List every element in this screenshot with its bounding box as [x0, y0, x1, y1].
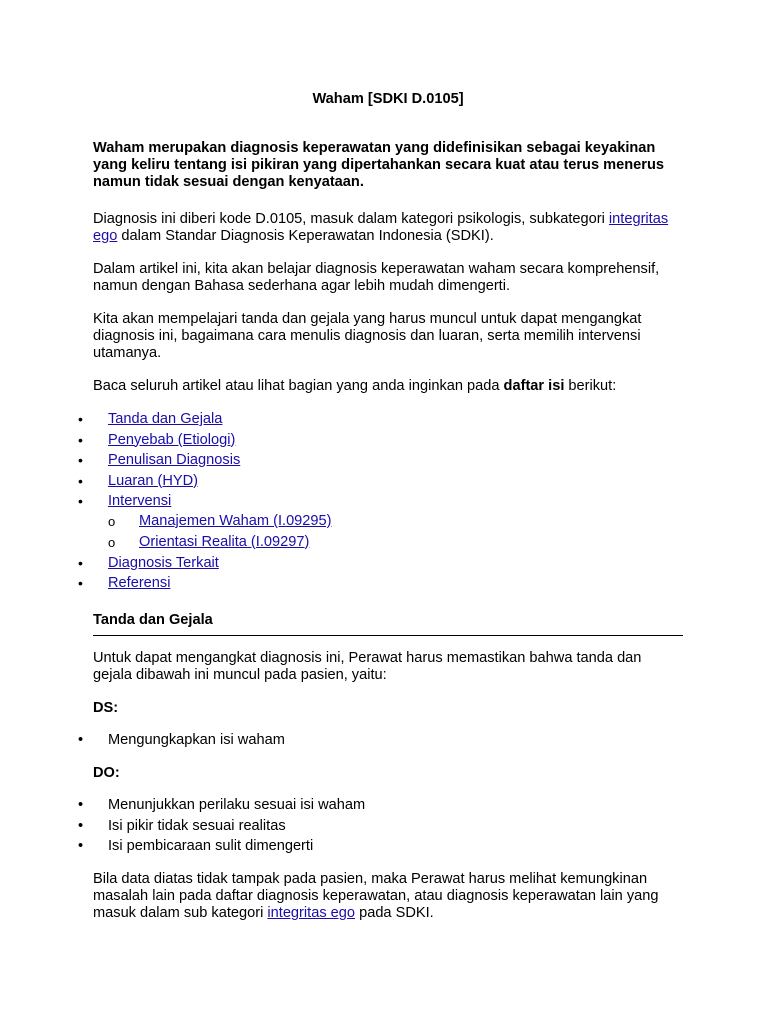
toc-item: [77, 473, 683, 490]
do-label: DO:: [93, 765, 120, 781]
toc-link-tanda-dan-gejala[interactable]: Tanda dan Gejala: [108, 411, 223, 427]
list-item: • Isi pembicaraan sulit dimengerti: [77, 838, 683, 855]
paragraph-code-text-2: dalam Standar Diagnosis Keperawatan Indonesia (SDKI).: [117, 228, 494, 244]
ds-list: [77, 732, 683, 749]
closing-text-2: pada SDKI.: [355, 905, 434, 921]
paragraph-toc-text-1: Baca seluruh artikel atau lihat bagian yang anda inginkan pada: [93, 378, 504, 394]
ds-label: DS:: [93, 700, 119, 716]
integritas-ego-link[interactable]: integritas ego: [93, 211, 669, 244]
toc-item: [77, 452, 683, 469]
section-paragraph: Untuk dapat mengangkat diagnosis ini, Perawat harus memastikan bahwa tanda dan gejala dibawah ini muncul pada pasien, yaitu:: [93, 650, 642, 683]
table-of-contents: [77, 411, 683, 592]
do-list: [77, 797, 683, 855]
toc-link-luaran[interactable]: Luaran (HYD): [108, 472, 199, 489]
document-content: [93, 91, 683, 938]
list-item: • Mengungkapkan isi waham: [77, 732, 683, 749]
toc-link-diagnosis-terkait[interactable]: Diagnosis Terkait: [108, 554, 219, 571]
list-item: • Menunjukkan perilaku sesuai isi waham: [77, 797, 683, 814]
toc-item: [77, 575, 683, 592]
intro-paragraph: Waham merupakan diagnosis keperawatan yang didefinisikan sebagai keyakinan yang keliru tentang isi pikiran yang dipertahankan secara kuat atau terus menerus namun tidak sesuai dengan kenyataan.: [93, 140, 664, 190]
section-heading-tanda-dan-gejala: Tanda dan Gejala: [93, 612, 683, 636]
paragraph-toc-intro: [93, 378, 683, 395]
toc-link-intervensi[interactable]: Intervensi: [108, 493, 172, 509]
toc-item: [77, 432, 683, 449]
document-title: Waham [SDKI D.0105]: [312, 91, 464, 107]
daftar-isi-bold: daftar isi: [503, 378, 565, 394]
toc-link-manajemen-waham[interactable]: Manajemen Waham (I.09295): [139, 513, 332, 529]
paragraph-toc-text-2: berikut:: [564, 378, 617, 394]
toc-link-penyebab[interactable]: Penyebab (Etiologi): [108, 431, 236, 448]
toc-item: [77, 493, 683, 551]
paragraph-article: Dalam artikel ini, kita akan belajar diagnosis keperawatan waham secara komprehensif, namun dengan Bahasa sederhana agar lebih mudah dimengerti.: [93, 261, 660, 294]
toc-link-orientasi-realita[interactable]: Orientasi Realita (I.09297): [139, 533, 310, 550]
toc-item: [77, 411, 683, 428]
toc-link-referensi[interactable]: Referensi: [108, 575, 171, 591]
paragraph-code: [93, 211, 683, 245]
toc-subitem: [108, 534, 683, 551]
list-item: • Isi pikir tidak sesuai realitas: [77, 818, 683, 835]
toc-subitem: [108, 513, 683, 530]
toc-link-penulisan-diagnosis[interactable]: Penulisan Diagnosis: [108, 452, 241, 468]
closing-text-1: Bila data diatas tidak tampak pada pasien, maka Perawat harus melihat kemungkinan masalah lain pada daftar diagnosis keperawatan, atau diagnosis keperawatan lain yang masuk dalam sub kategori: [93, 871, 659, 921]
paragraph-code-text-1: Diagnosis ini diberi kode D.0105, masuk dalam kategori psikologis, subkategori: [93, 211, 609, 227]
toc-item: [77, 555, 683, 572]
paragraph-learn: Kita akan mempelajari tanda dan gejala yang harus muncul untuk dapat mengangkat diagnosis ini, bagaimana cara menulis diagnosis dan luaran, serta memilih intervensi utamanya.: [93, 311, 642, 361]
closing-paragraph: [93, 871, 683, 922]
integritas-ego-link-2[interactable]: integritas ego: [267, 905, 356, 921]
toc-sublist: [108, 513, 683, 551]
